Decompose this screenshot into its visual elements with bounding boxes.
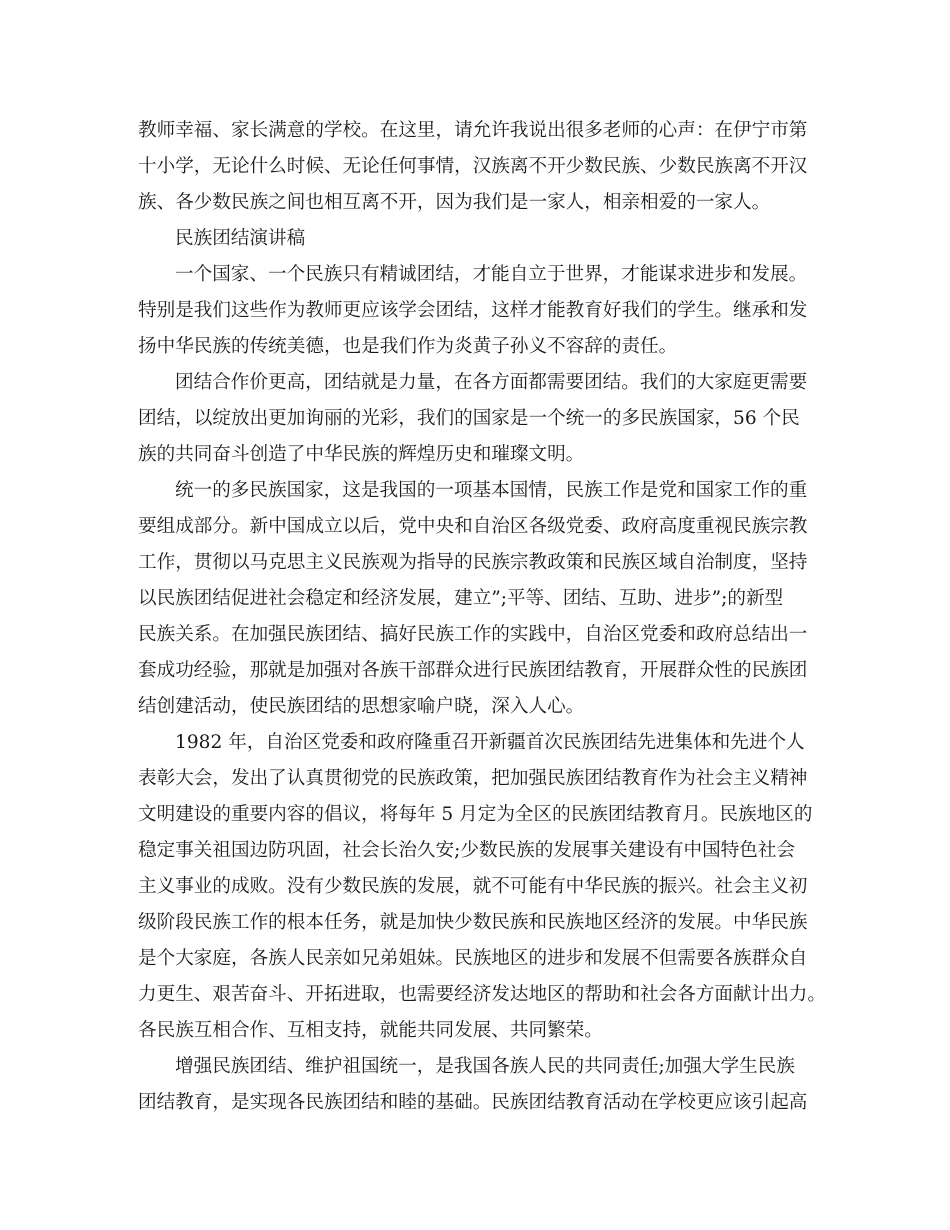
text-line: 十小学，无论什么时候、无论任何事情，汉族离不开少数民族、少数民族离不开汉 xyxy=(138,156,808,177)
text-line: 力更生、艰苦奋斗、开拓进取，也需要经济发达地区的帮助和社会各方面献计出力。 xyxy=(138,984,826,1005)
text-line: 结创建活动，使民族团结的思想家喻户晓，深入人心。 xyxy=(138,696,585,717)
text-line: 是个大家庭，各族人民亲如兄弟姐妹。民族地区的进步和发展不但需要各族群众自 xyxy=(138,948,808,969)
text-line: 一个国家、一个民族只有精诚团结，才能自立于世界，才能谋求进步和发展。 xyxy=(175,264,808,285)
text-line: 要组成部分。新中国成立以后，党中央和自治区各级党委、政府高度重视民族宗教 xyxy=(138,516,808,537)
text-line: 工作，贯彻以马克思主义民族观为指导的民族宗教政策和民族区域自治制度，坚持 xyxy=(138,552,808,573)
text-line: 民族团结演讲稿 xyxy=(175,228,306,249)
text-line: 表彰大会，发出了认真贯彻党的民族政策，把加强民族团结教育作为社会主义精神 xyxy=(138,768,808,789)
text-line: 主义事业的成败。没有少数民族的发展，就不可能有中华民族的振兴。社会主义初 xyxy=(138,876,808,897)
text-line: 以民族团结促进社会稳定和经济发展，建立”;平等、团结、互助、进步”;的新型 xyxy=(138,588,784,609)
text-line: 民族关系。在加强民族团结、搞好民族工作的实践中，自治区党委和政府总结出一 xyxy=(138,624,808,645)
text-line: 1982 年，自治区党委和政府隆重召开新疆首次民族团结先进集体和先进个人 xyxy=(175,732,805,753)
text-line: 各民族互相合作、互相支持，就能共同发展、共同繁荣。 xyxy=(138,1020,603,1041)
text-line: 套成功经验，那就是加强对各族干部群众进行民族团结教育，开展群众性的民族团 xyxy=(138,660,808,681)
text-line: 族、各少数民族之间也相互离不开，因为我们是一家人，相亲相爱的一家人。 xyxy=(138,192,771,213)
text-line: 族的共同奋斗创造了中华民族的辉煌历史和璀璨文明。 xyxy=(138,444,585,465)
text-line: 稳定事关祖国边防巩固，社会长治久安;少数民族的发展事关建设有中国特色社会 xyxy=(138,840,796,861)
text-line: 团结合作价更高，团结就是力量，在各方面都需要团结。我们的大家庭更需要 xyxy=(175,372,808,393)
text-line: 团结，以绽放出更加询丽的光彩，我们的国家是一个统一的多民族国家，56 个民 xyxy=(138,408,800,429)
text-line: 增强民族团结、维护祖国统一，是我国各族人民的共同责任;加强大学生民族 xyxy=(175,1056,795,1077)
text-line: 教师幸福、家长满意的学校。在这里，请允许我说出很多老师的心声：在伊宁市第 xyxy=(138,120,808,141)
text-line: 统一的多民族国家，这是我国的一项基本国情，民族工作是党和国家工作的重 xyxy=(175,480,808,501)
text-line: 文明建设的重要内容的倡议，将每年 5 月定为全区的民族团结教育月。民族地区的 xyxy=(138,804,813,825)
text-line: 级阶段民族工作的根本任务，就是加快少数民族和民族地区经济的发展。中华民族 xyxy=(138,912,808,933)
document-body xyxy=(138,113,828,1121)
text-line: 团结教育，是实现各民族团结和睦的基础。民族团结教育活动在学校更应该引起高 xyxy=(138,1092,808,1113)
text-line: 扬中华民族的传统美德，也是我们作为炎黄子孙义不容辞的责任。 xyxy=(138,336,678,357)
text-line: 特别是我们这些作为教师更应该学会团结，这样才能教育好我们的学生。继承和发 xyxy=(138,300,808,321)
